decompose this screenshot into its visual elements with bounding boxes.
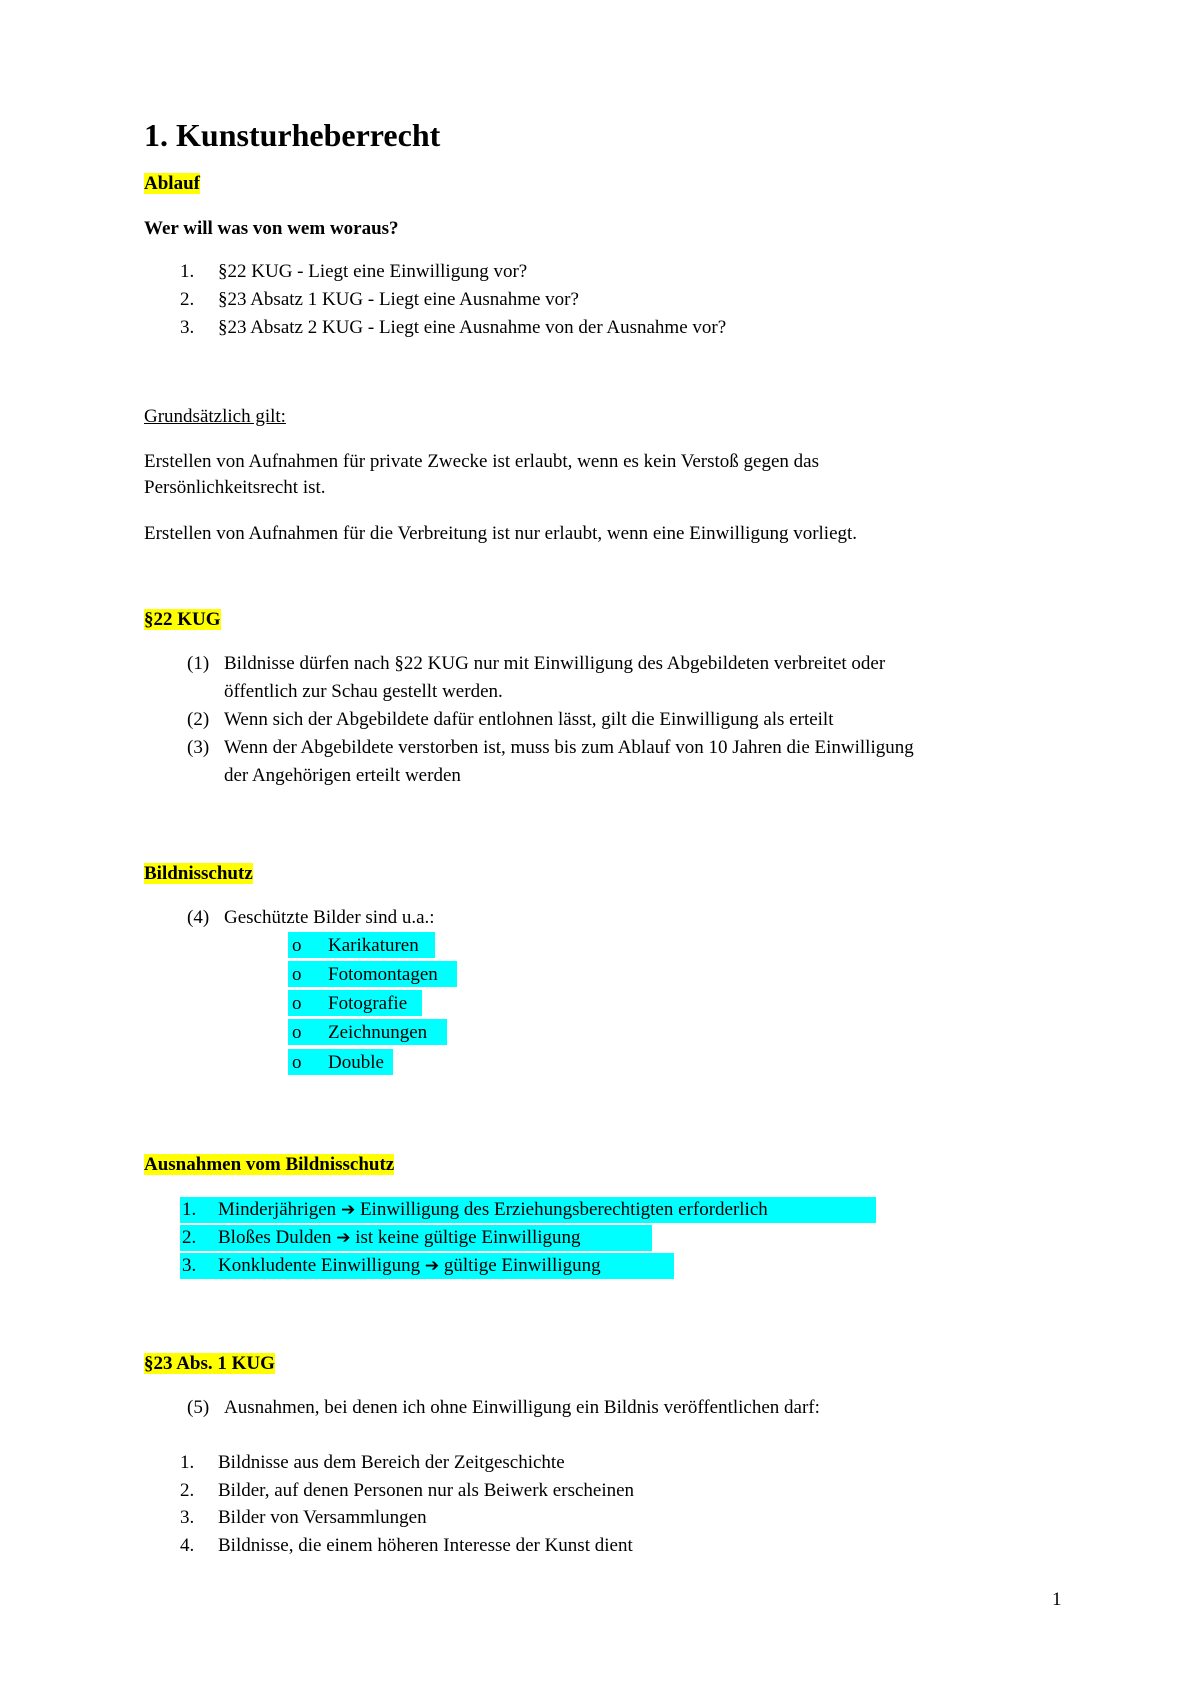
item-line: Geschützte Bilder sind u.a.: (224, 907, 435, 928)
list-item: §23 Absatz 1 KUG - Liegt eine Ausnahme vor? (218, 289, 579, 310)
list-number: 4. (180, 1535, 195, 1556)
section-heading-ausnahmen: Ausnahmen vom Bildnisschutz (144, 1154, 395, 1175)
list-item: Bilder von Versammlungen (218, 1507, 427, 1528)
section-heading-kug23: §23 Abs. 1 KUG (144, 1353, 275, 1374)
sub-list-item: Karikaturen (328, 935, 419, 956)
item-line: Wenn der Abgebildete verstorben ist, muss bis zum Ablauf von 10 Jahren die Einwilligung (224, 737, 914, 758)
bullet-icon: o (292, 964, 302, 985)
item-line: Bildnisse dürfen nach §22 KUG nur mit Einwilligung des Abgebildeten verbreitet oder (224, 653, 886, 674)
list-item: Konkludente Einwilligung ➔ gültige Einwilligung (218, 1255, 601, 1276)
list-number: 1. (182, 1199, 197, 1220)
item-number: (1) (187, 653, 210, 674)
grundsatz-label: Grundsätzlich gilt: (144, 406, 286, 427)
item-number: (2) (187, 709, 210, 730)
list-item: Bilder, auf denen Personen nur als Beiwerk erscheinen (218, 1480, 635, 1501)
list-number: 2. (180, 289, 195, 310)
item-number: (3) (187, 737, 210, 758)
item-number: (4) (187, 907, 210, 928)
arrow-right-icon: ➔ (424, 1256, 440, 1276)
sub-list-item: Double (328, 1052, 384, 1073)
question-line: Wer will was von wem woraus? (144, 218, 399, 239)
list-item: Bloßes Dulden ➔ ist keine gültige Einwilligung (218, 1227, 581, 1248)
item-line: Wenn sich der Abgebildete dafür entlohnen lässt, gilt die Einwilligung als erteilt (224, 709, 834, 730)
sub-list-item: Zeichnungen (328, 1022, 428, 1043)
list-number: 2. (180, 1480, 195, 1501)
paragraph-line: Erstellen von Aufnahmen für die Verbreitung ist nur erlaubt, wenn eine Einwilligung vorliegt. (144, 523, 858, 544)
bullet-icon: o (292, 935, 302, 956)
section-heading-ablauf: Ablauf (144, 173, 200, 194)
bullet-icon: o (292, 993, 302, 1014)
bullet-icon: o (292, 1052, 302, 1073)
list-item: §22 KUG - Liegt eine Einwilligung vor? (218, 261, 528, 282)
list-number: 3. (180, 1507, 195, 1528)
section-heading-kug22: §22 KUG (144, 609, 221, 630)
list-number: 2. (182, 1227, 197, 1248)
list-number: 3. (180, 317, 195, 338)
item-number: (5) (187, 1397, 210, 1418)
list-number: 1. (180, 1452, 195, 1473)
list-item: §23 Absatz 2 KUG - Liegt eine Ausnahme von der Ausnahme vor? (218, 317, 727, 338)
item-line: Ausnahmen, bei denen ich ohne Einwilligung ein Bildnis veröffentlichen darf: (224, 1397, 820, 1418)
list-item: Bildnisse, die einem höheren Interesse der Kunst dient (218, 1535, 633, 1556)
page-number: 1 (1052, 1589, 1062, 1610)
list-number: 1. (180, 261, 195, 282)
list-item: Bildnisse aus dem Bereich der Zeitgeschichte (218, 1452, 565, 1473)
arrow-right-icon: ➔ (336, 1228, 351, 1248)
item-line: der Angehörigen erteilt werden (224, 765, 461, 786)
sub-list-item: Fotomontagen (328, 964, 438, 985)
item-line: öffentlich zur Schau gestellt werden. (224, 681, 503, 702)
page-title: 1. Kunsturheberrecht (144, 117, 441, 153)
paragraph-line: Persönlichkeitsrecht ist. (144, 477, 326, 498)
section-heading-bildnisschutz: Bildnisschutz (144, 863, 253, 884)
bullet-icon: o (292, 1022, 302, 1043)
arrow-right-icon: ➔ (340, 1200, 356, 1220)
list-item: Minderjährigen ➔ Einwilligung des Erziehungsberechtigten erforderlich (218, 1199, 768, 1220)
list-number: 3. (182, 1255, 197, 1276)
sub-list-item: Fotografie (328, 993, 408, 1014)
paragraph-line: Erstellen von Aufnahmen für private Zwecke ist erlaubt, wenn es kein Verstoß gegen das (144, 451, 820, 472)
